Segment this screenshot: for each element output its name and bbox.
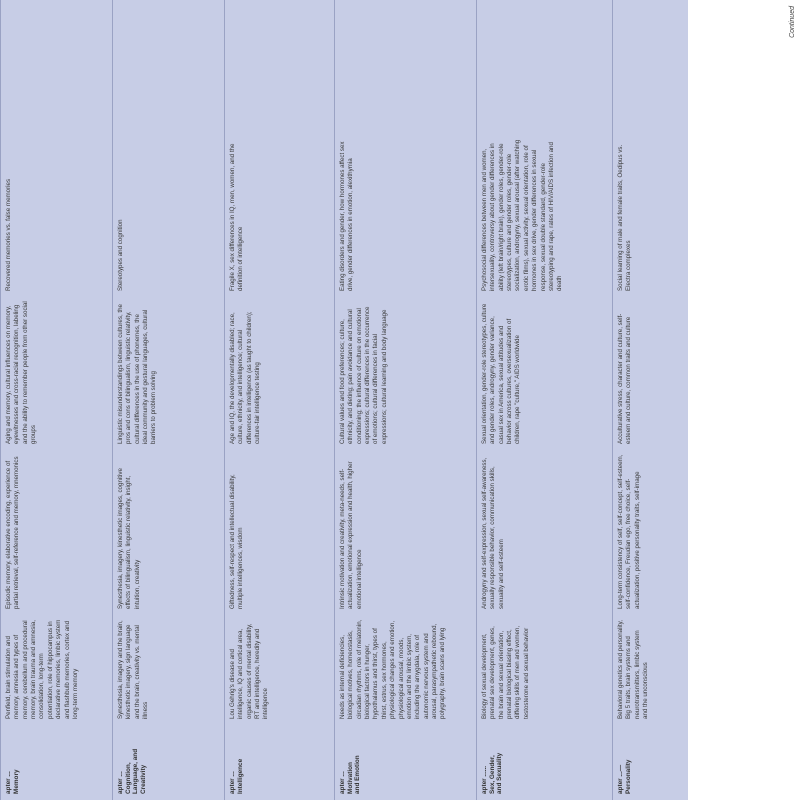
cell-biology: Biology of sexual development, prenatal sex development, genes, the brain and sexual orientation, prenatal biological biasing effect, differing skills of men and women, testosterone and sexual behavior [481,625,530,719]
table-row-intelligence [224,0,334,800]
cell-personal: Giftedness, self-respect and intellectual disability, multiple intelligences, wisdom [229,474,245,609]
row-heading: apter ... Intelligence [229,758,244,794]
cell-gender: Fragile X, sex differences in IQ, men, women, and the definition of intelligence [229,143,245,291]
cell-culture: Cultural values and food preferences; culture, ethnicity, and dieting; pain avoidance and cultural conditioning; the influence of culture on emotional expressions; cultural differences in the occurrence of emotions; cultural differences in facial expressions; cultural learning and body language [339,306,388,444]
cell-gender: Psychosocial differences between men and women, intersexuality, controversy about gender differences in ability (left brain/right brain), gender roles, gender-role stereotypes, culture and gender roles, gender-role socialization, androgyny, sexual arousal (after watching erotic films), sexual activity, sexual orientation, role of hormones in sex drive, gender differences in sexual response, sexual double standard, gender-role stereotyping and rape, rates of HIV/AIDS infection and death [481,139,564,291]
cell-empty [225,0,334,132]
cell-culture: Linguistic misunderstandings between cultures, the pros and cons of bilingualism, linguistic relativity, cultural differences in the use of phonemes, the ideal community and gestural languages, cultural barriers to problem solving [117,304,158,444]
table-row-cognition [112,0,224,800]
table-row-motivation [334,0,476,800]
continued-label: Continued [789,6,796,38]
cell-gender: Stereotypes and cognition [117,219,124,291]
cell-gender: Eating disorders and gender, how hormones affect sex drive, gender differences in emotion, alexithymia [339,141,355,291]
cell-empty [1,0,112,132]
cell-biology: Penfield, brain stimulation and memory, amnesia and types of memory, cerebellum and procedural memory, brain trauma and amnesia, consolidation, long-term potentiation, role of hippocampus in declarative memories, limbic system and flashbulb memories, cortex and long-term memory [5,619,79,719]
cell-gender: Recovered memories vs. false memories [5,178,12,291]
cell-empty [335,0,476,132]
cell-biology: Synesthesia, imagery and the brain, kinesthetic imagery, sign language and the brain, creativity vs. mental illness [117,620,150,719]
cell-culture: Sexual orientation, gender-role stereotypes, culture and gender roles, androgyny, gender variance, casual sex in America, sexual attitudes and behavior across cultures, oversexualization of children, rape "culture," AIDS worldwide [481,303,522,444]
cell-personal: Androgyny and self-expression, sexual self-awareness, sexually responsible behavior, communication skills, sexuality and self-esteem [481,457,505,609]
row-heading: apter ...... Sex, Gender, and Sexuality [481,752,504,794]
cell-biology: Lou Gehrig's disease and intelligence, IQ and cortical area, organic causes of mental disability, RT and intelligence, heredity and intelligence [229,623,270,719]
cell-culture: Age and IQ, the developmentally disabled; race, culture, ethnicity, and intelligence; cultural differences in intelligence (as taught to children); culture-fair intelligence testing [229,311,262,444]
cell-culture: Acculturative stress, character and culture, self-esteem and culture, common traits and culture [617,313,633,444]
row-heading: apter ... Cognition, Language, and Creativity [117,748,148,794]
cell-personal: Long-term consistency of self, self-concept, self-esteem, self-confidence, Freudian ego, free choice, self-actualization, positive personality traits, self-image [617,454,641,609]
cell-culture: Aging and memory, cultural influences on memory, eyewitnesses and cross-racial recognition, labeling and the ability to remember people from other social groups [5,301,38,444]
cell-empty [477,0,612,132]
cell-empty [113,0,224,132]
cell-empty [613,0,688,132]
cell-personal: Episodic memory, elaborative encoding, experience of partial retrieval, self-reference and memory, mnemonics [5,456,21,609]
cell-biology: Behavioral genetics and personality, Big 5 traits, brain systems and neurotransmitters, limbic system and the unconscious [617,620,650,719]
table-row-memory [0,0,112,800]
table-row-personality [612,0,688,800]
cell-gender: Social learning of male and female traits, Oedipus vs. Electra complexes [617,144,633,291]
cell-personal: Synesthesia, imagery, kinesthetic images, cognitive effects of bilingualism, linguistic relativity, insight, intuition, creativity [117,468,141,609]
cell-personal: Intrinsic motivation and creativity, meta-needs, self-actualization, emotional expression and health, higher emotional intelligence [339,461,363,609]
table-row-sexuality [476,0,612,800]
row-heading: apter ...— Personality [617,759,632,794]
row-heading: apter ... Motivation and Emotion [339,755,362,794]
cell-biology: Needs as internal deficiencies, biological motives, homeostasis, circadian rhythms, role of melatonin, biological factors in hunger, hypothalamus and thirst, types of thirst, estrus, sex hormones, physiological changes and emotion, physiological arousal, moods, emotion and the limbic system, including the amygdala, role of autonomic nervous system and arousal, parasympathetic rebound, polygraphy, brain scans and lying [339,619,447,719]
row-heading: apter ... Memory [5,769,20,794]
